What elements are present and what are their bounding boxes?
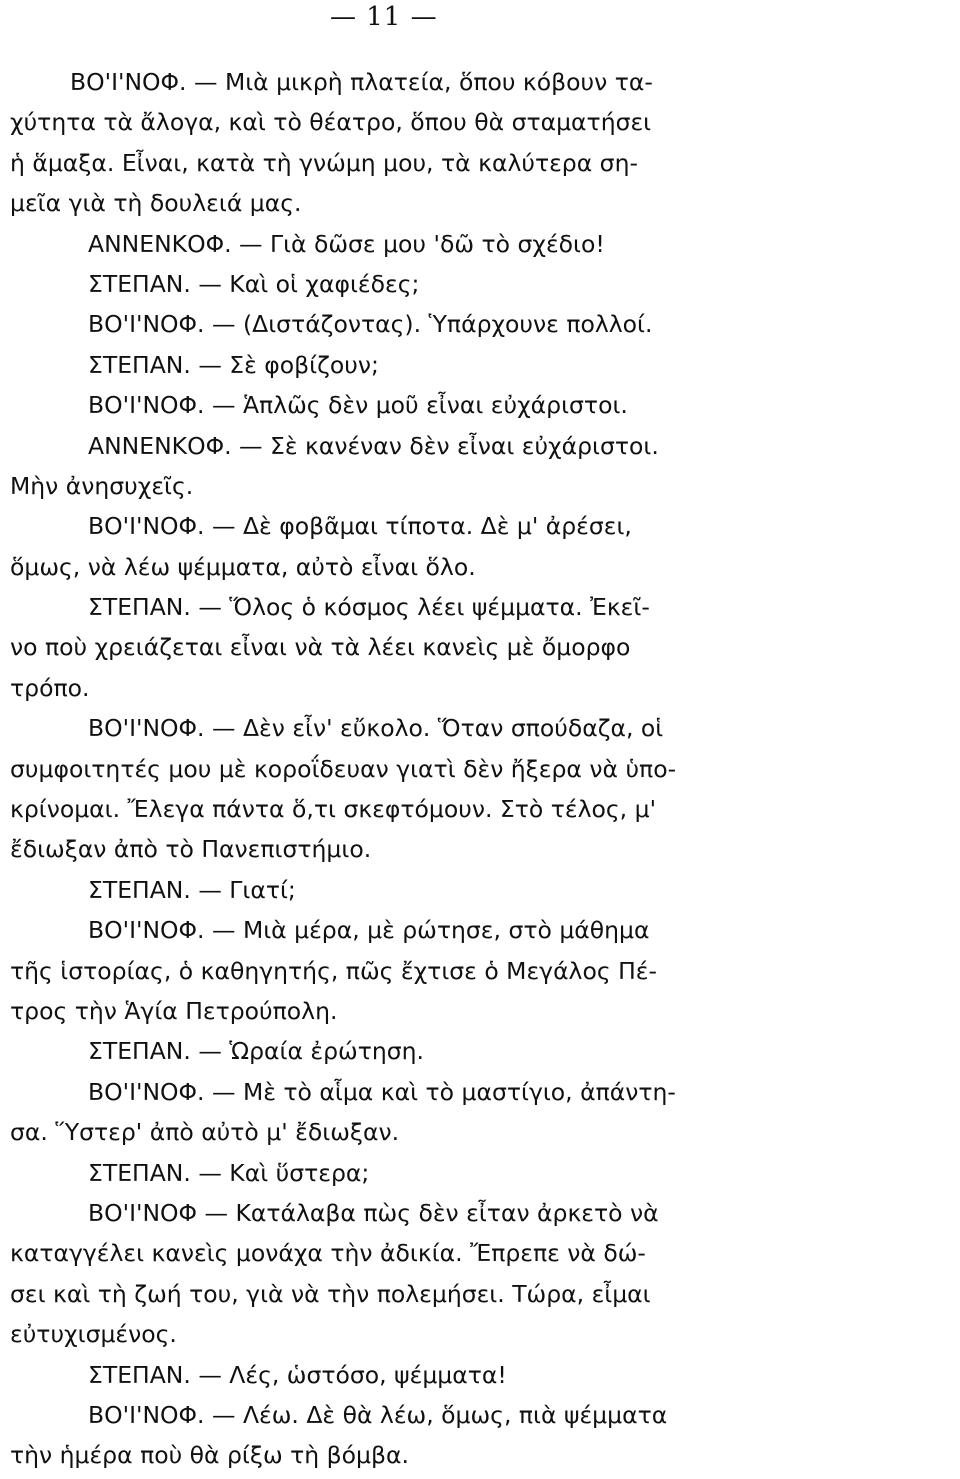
text-line: σα. Ὕστερ' ἀπὸ αὐτὸ μ' ἔδιωξαν. [10, 1118, 400, 1147]
text-line: ΣΤΕΠΑΝ. — Γιατί; [88, 875, 296, 904]
text-line: ΑΝΝΕΝΚΟΦ. — Γιὰ δῶσε μου 'δῶ τὸ σχέδιο! [88, 229, 605, 258]
text-line: ΒΟ'Ι'ΝΟΦ. — Δὲν εἶν' εὔκολο. Ὅταν σπούδαζα, οἱ [88, 714, 664, 743]
page-number: — 11 — [330, 2, 438, 32]
text-line: Μὴν ἀνησυχεῖς. [10, 471, 194, 500]
text-line: ΒΟ'Ι'ΝΟΦ. — Μιὰ μικρὴ πλατεία, ὅπου κόβουν τα- [70, 68, 653, 96]
text-line: ΒΟ'Ι'ΝΟΦ. — Μὲ τὸ αἷμα καὶ τὸ μαστίγιο, ἀπάντη- [88, 1077, 676, 1106]
text-line: ΣΤΕΠΑΝ. — Λές, ὡστόσο, ψέμματα! [88, 1360, 507, 1389]
text-line: ΣΤΕΠΑΝ. — Σὲ φοβίζουν; [88, 350, 379, 379]
text-line: τῆς ἱστορίας, ὁ καθηγητής, πῶς ἔχτισε ὁ Μεγάλος Πέ- [10, 956, 657, 985]
text-line: ΒΟ'Ι'ΝΟΦ — Κατάλαβα πὼς δὲν εἶταν ἀρκετὸ νὰ [88, 1198, 659, 1227]
text-line: ἡ ἅμαξα. Εἶναι, κατὰ τὴ γνώμη μου, τὰ καλύτερα ση- [10, 148, 638, 177]
text-line: εὐτυχισμένος. [10, 1320, 177, 1349]
document-body [10, 62, 930, 1476]
text-line: ΒΟ'Ι'ΝΟΦ. — (Διστάζοντας). Ὑπάρχουνε πολλοί. [88, 310, 653, 339]
text-line: μεῖα γιὰ τὴ δουλειά μας. [10, 189, 302, 218]
text-line: ΒΟ'Ι'ΝΟΦ. — Ἁπλῶς δὲν μοῦ εἶναι εὐχάριστοι. [88, 391, 628, 420]
text-line: ἔδιωξαν ἀπὸ τὸ Πανεπιστήμιο. [10, 835, 372, 864]
text-line: ΒΟ'Ι'ΝΟΦ. — Μιὰ μέρα, μὲ ρώτησε, στὸ μάθημα [88, 916, 650, 945]
text-line: χύτητα τὰ ἄλογα, καὶ τὸ θέατρο, ὅπου θὰ σταματήσει [10, 108, 652, 137]
text-line: τρόπο. [10, 673, 90, 702]
text-line: κρίνομαι. Ἔλεγα πάντα ὅ,τι σκεφτόμουν. Στὸ τέλος, μ' [10, 795, 657, 824]
text-line: τὴν ἡμέρα ποὺ θὰ ρίξω τὴ βόμβα. [10, 1441, 409, 1470]
text-line: τρος τὴν Ἁγία Πετρούπολη. [10, 996, 338, 1025]
text-line: ΣΤΕΠΑΝ. — Καὶ ὕστερα; [88, 1158, 370, 1187]
text-line: ΣΤΕΠΑΝ. — Ὅλος ὁ κόσμος λέει ψέμματα. Ἐκεῖ- [88, 593, 650, 622]
text-line: ΣΤΕΠΑΝ. — Ὡραία ἐρώτηση. [88, 1037, 425, 1066]
text-line: ΣΤΕΠΑΝ. — Καὶ οἱ χαφιέδες; [88, 269, 420, 298]
text-line: συμφοιτητές μου μὲ κοροΐδευαν γιατὶ δὲν ἤξερα νὰ ὑπο- [10, 754, 677, 783]
text-line: καταγγέλει κανεὶς μονάχα τὴν ἀδικία. Ἔπρεπε νὰ δώ- [10, 1239, 646, 1268]
text-line: ΑΝΝΕΝΚΟΦ. — Σὲ κανέναν δὲν εἶναι εὐχάριστοι. [88, 431, 659, 460]
text-line: ΒΟ'Ι'ΝΟΦ. — Δὲ φοβᾶμαι τίποτα. Δὲ μ' ἀρέσει, [88, 512, 632, 541]
text-line: σει καὶ τὴ ζωή του, γιὰ νὰ τὴν πολεμήσει. Τώρα, εἶμαι [10, 1279, 651, 1308]
text-line: ΒΟ'Ι'ΝΟΦ. — Λέω. Δὲ θὰ λέω, ὅμως, πιὰ ψέμματα [88, 1400, 668, 1429]
text-line: νο ποὺ χρειάζεται εἶναι νὰ τὰ λέει κανεὶς μὲ ὄμορφο [10, 633, 631, 662]
text-line: ὅμως, νὰ λέω ψέμματα, αὐτὸ εἶναι ὅλο. [10, 552, 476, 581]
